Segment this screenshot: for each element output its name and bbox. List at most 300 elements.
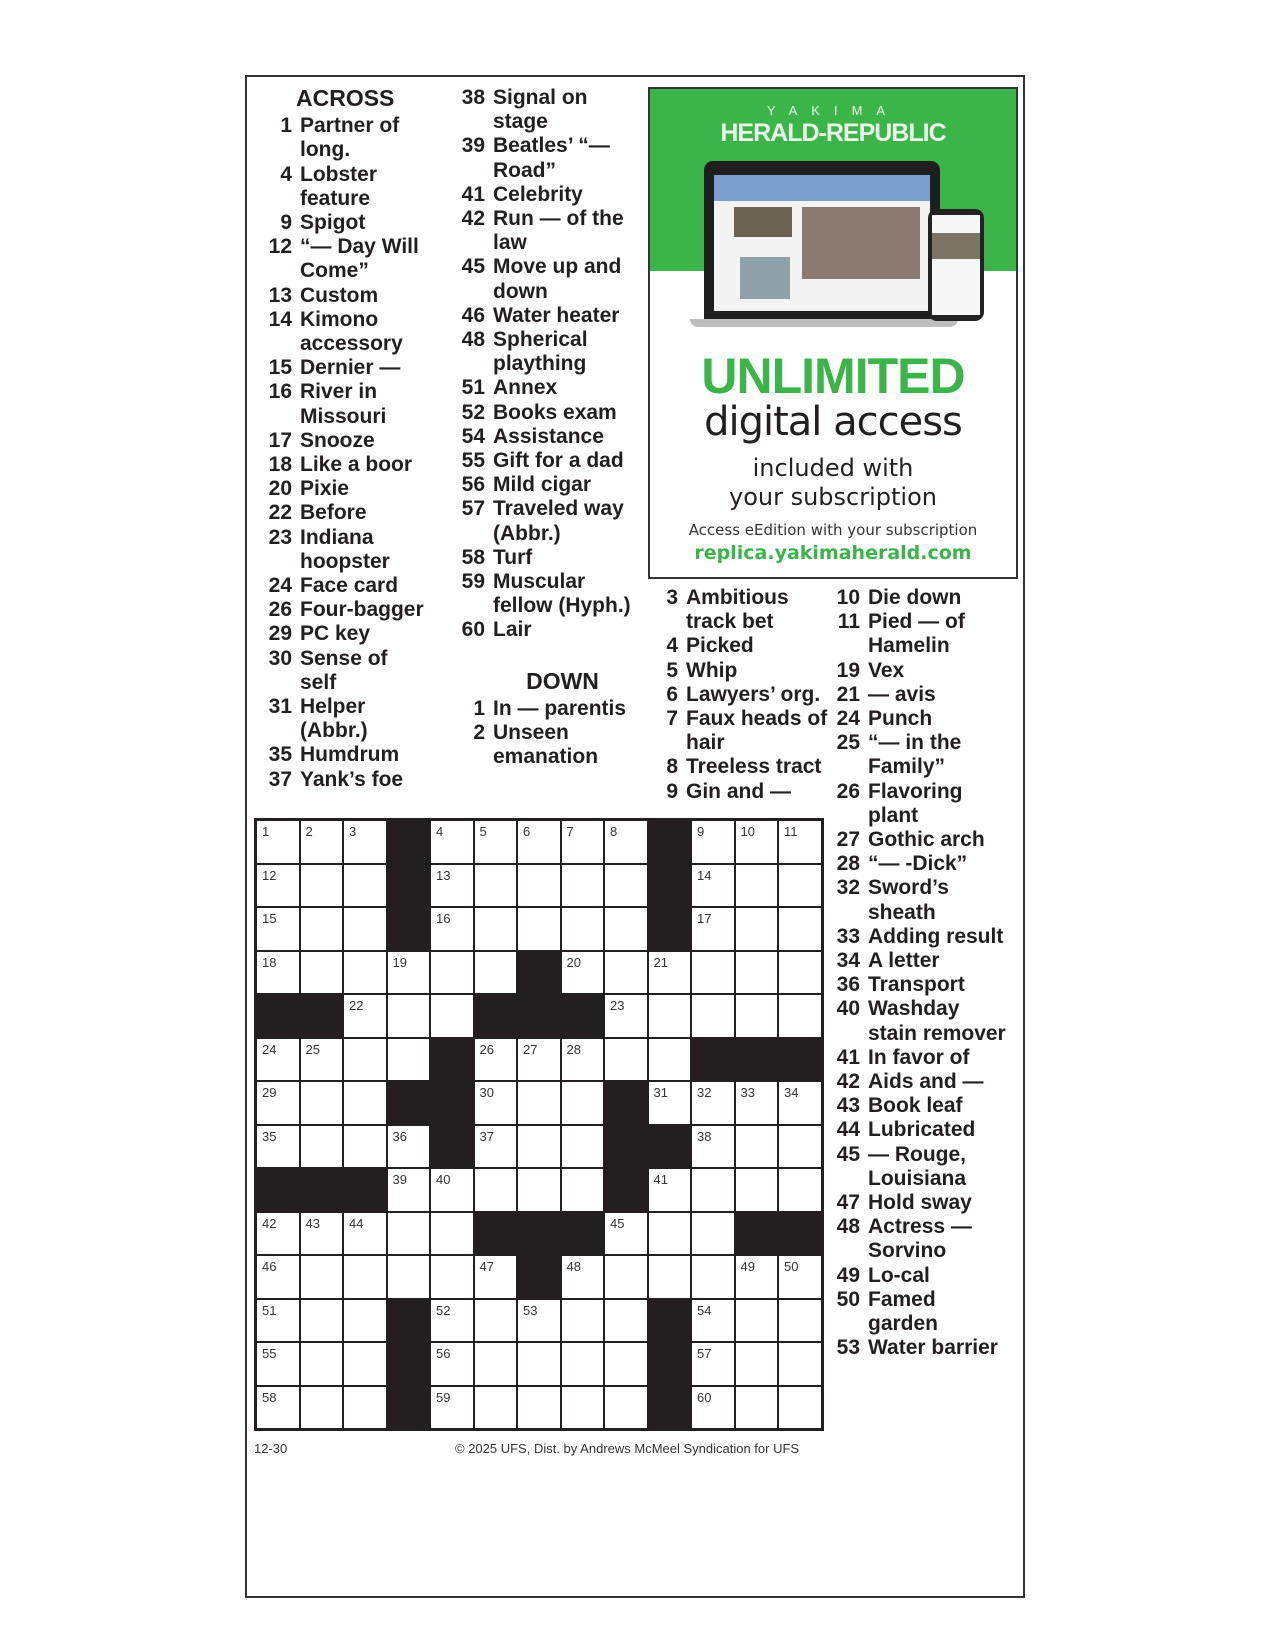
clue-text: Celebrity bbox=[493, 182, 583, 206]
grid-cell[interactable] bbox=[387, 951, 431, 995]
grid-block bbox=[517, 994, 561, 1038]
across-clue bbox=[455, 618, 640, 642]
clue-text: Muscular fellow (Hyph.) bbox=[493, 570, 631, 618]
grid-cell[interactable] bbox=[517, 1081, 561, 1125]
grid-cell[interactable] bbox=[256, 1212, 300, 1256]
across-clue bbox=[262, 647, 427, 695]
across-clue bbox=[455, 376, 640, 400]
grid-cell[interactable] bbox=[300, 1255, 344, 1299]
clue-number: 41 bbox=[836, 1045, 860, 1069]
subscription-ad[interactable] bbox=[648, 87, 1018, 579]
cell-number: 1 bbox=[262, 824, 270, 839]
cell-number: 49 bbox=[740, 1259, 755, 1274]
clue-number: 51 bbox=[461, 376, 485, 400]
grid-cell[interactable] bbox=[300, 1125, 344, 1169]
clue-number: 42 bbox=[836, 1070, 860, 1094]
grid-cell[interactable] bbox=[343, 1038, 387, 1082]
grid-cell[interactable] bbox=[474, 951, 518, 995]
grid-cell[interactable] bbox=[561, 951, 605, 995]
grid-cell[interactable] bbox=[691, 1255, 735, 1299]
across-clue bbox=[262, 235, 427, 283]
clue-text: Partner of long. bbox=[300, 114, 400, 162]
clue-text: Actress — Sorvino bbox=[868, 1215, 972, 1263]
grid-block bbox=[474, 1212, 518, 1256]
grid-cell[interactable] bbox=[648, 1038, 692, 1082]
grid-cell[interactable] bbox=[256, 820, 300, 864]
grid-cell[interactable] bbox=[474, 1342, 518, 1386]
down-clue bbox=[830, 707, 1010, 731]
across-clue bbox=[455, 449, 640, 473]
grid-cell[interactable] bbox=[561, 1125, 605, 1169]
grid-cell[interactable] bbox=[474, 864, 518, 908]
grid-cell[interactable] bbox=[735, 1255, 779, 1299]
grid-cell[interactable] bbox=[561, 1342, 605, 1386]
grid-cell[interactable] bbox=[430, 907, 474, 951]
clue-text: Move up and down bbox=[493, 255, 622, 303]
grid-block bbox=[778, 1212, 822, 1256]
grid-cell[interactable] bbox=[778, 1168, 822, 1212]
grid-cell[interactable] bbox=[517, 1386, 561, 1430]
clue-number: 37 bbox=[268, 767, 292, 791]
grid-cell[interactable] bbox=[474, 1081, 518, 1125]
clue-number: 34 bbox=[836, 949, 860, 973]
cell-number: 41 bbox=[653, 1172, 668, 1187]
down-clue bbox=[830, 1143, 1010, 1191]
across-clue bbox=[262, 284, 427, 308]
grid-cell[interactable] bbox=[735, 1168, 779, 1212]
grid-block bbox=[691, 1038, 735, 1082]
grid-cell[interactable] bbox=[387, 1255, 431, 1299]
grid-cell[interactable] bbox=[604, 907, 648, 951]
grid-cell[interactable] bbox=[561, 1386, 605, 1430]
clue-number: 2 bbox=[473, 721, 485, 745]
clue-number: 3 bbox=[666, 586, 678, 609]
grid-cell[interactable] bbox=[387, 994, 431, 1038]
grid-cell[interactable] bbox=[604, 1255, 648, 1299]
grid-cell[interactable] bbox=[691, 951, 735, 995]
grid-cell[interactable] bbox=[343, 1342, 387, 1386]
grid-cell[interactable] bbox=[604, 820, 648, 864]
ad-url-link[interactable]: replica.yakimaherald.com bbox=[694, 542, 972, 564]
down-clue bbox=[830, 876, 1010, 924]
clue-text: In — parentis bbox=[493, 696, 627, 720]
across-clue bbox=[262, 477, 427, 501]
grid-cell[interactable] bbox=[517, 820, 561, 864]
grid-cell[interactable] bbox=[474, 820, 518, 864]
grid-cell[interactable] bbox=[387, 1125, 431, 1169]
cell-number: 8 bbox=[610, 824, 618, 839]
clue-text: Turf bbox=[493, 545, 533, 569]
cell-number: 3 bbox=[349, 824, 357, 839]
clue-number: 23 bbox=[268, 525, 292, 549]
grid-cell[interactable] bbox=[430, 1168, 474, 1212]
grid-cell[interactable] bbox=[256, 951, 300, 995]
grid-cell[interactable] bbox=[343, 907, 387, 951]
grid-cell[interactable] bbox=[300, 820, 344, 864]
grid-cell[interactable] bbox=[343, 864, 387, 908]
grid-block bbox=[517, 951, 561, 995]
clue-number: 18 bbox=[268, 453, 292, 477]
grid-cell[interactable] bbox=[430, 1342, 474, 1386]
clue-number: 9 bbox=[666, 779, 678, 803]
grid-cell[interactable] bbox=[256, 1255, 300, 1299]
grid-cell[interactable] bbox=[778, 1125, 822, 1169]
grid-cell[interactable] bbox=[430, 1386, 474, 1430]
clue-number: 42 bbox=[461, 207, 485, 231]
clue-text: Hold sway bbox=[868, 1191, 972, 1215]
clue-text: Four-bagger bbox=[300, 598, 424, 622]
grid-cell[interactable] bbox=[691, 994, 735, 1038]
grid-cell[interactable] bbox=[778, 820, 822, 864]
clue-text: Gin and — bbox=[686, 779, 791, 803]
down-clue bbox=[830, 659, 1010, 683]
crossword-grid[interactable] bbox=[254, 818, 824, 1431]
across-clue bbox=[262, 163, 427, 211]
cell-number: 39 bbox=[392, 1172, 407, 1187]
down-clue bbox=[830, 997, 1010, 1045]
clue-number: 14 bbox=[268, 307, 292, 331]
clue-text: Famed garden bbox=[868, 1287, 939, 1336]
cell-number: 34 bbox=[784, 1085, 799, 1100]
grid-cell[interactable] bbox=[343, 820, 387, 864]
down-clue bbox=[830, 1046, 1010, 1070]
grid-cell[interactable] bbox=[430, 951, 474, 995]
across-clue bbox=[262, 598, 427, 622]
clue-number: 17 bbox=[268, 428, 292, 452]
down-clue bbox=[830, 1288, 1010, 1336]
ad-kicker: YAKIMA bbox=[766, 103, 900, 118]
grid-cell[interactable] bbox=[735, 1342, 779, 1386]
clue-number: 9 bbox=[280, 211, 292, 235]
grid-cell[interactable] bbox=[604, 1038, 648, 1082]
grid-cell[interactable] bbox=[691, 1081, 735, 1125]
grid-cell[interactable] bbox=[691, 907, 735, 951]
clue-number: 36 bbox=[836, 973, 860, 997]
clue-text: Picked bbox=[686, 634, 754, 658]
cell-number: 4 bbox=[436, 824, 444, 839]
clue-number: 47 bbox=[836, 1191, 860, 1215]
grid-cell[interactable] bbox=[343, 1299, 387, 1343]
clue-number: 1 bbox=[280, 114, 292, 138]
grid-cell[interactable] bbox=[517, 1168, 561, 1212]
grid-block bbox=[387, 864, 431, 908]
ad-brand-logo: HERALD-REPUBLIC bbox=[720, 119, 946, 147]
grid-cell[interactable] bbox=[300, 1386, 344, 1430]
cell-number: 17 bbox=[697, 911, 712, 926]
grid-cell[interactable] bbox=[300, 1038, 344, 1082]
clue-text: Gift for a dad bbox=[493, 449, 624, 473]
grid-cell[interactable] bbox=[735, 1299, 779, 1343]
cell-number: 7 bbox=[566, 824, 574, 839]
cell-number: 6 bbox=[523, 824, 531, 839]
clue-number: 58 bbox=[461, 545, 485, 569]
grid-cell[interactable] bbox=[343, 994, 387, 1038]
clue-text: Kimono accessory bbox=[300, 307, 403, 356]
grid-cell[interactable] bbox=[648, 1168, 692, 1212]
grid-block bbox=[604, 1125, 648, 1169]
across-clue bbox=[262, 622, 427, 646]
clue-text: Lo-cal bbox=[868, 1263, 930, 1287]
cell-number: 47 bbox=[479, 1259, 494, 1274]
clue-text: Pied — of Hamelin bbox=[868, 610, 965, 658]
grid-block bbox=[778, 1038, 822, 1082]
grid-cell[interactable] bbox=[300, 1212, 344, 1256]
grid-cell[interactable] bbox=[387, 1168, 431, 1212]
clue-text: Lair bbox=[493, 618, 532, 642]
across-clue bbox=[455, 546, 640, 570]
grid-cell[interactable] bbox=[778, 1386, 822, 1430]
grid-cell[interactable] bbox=[735, 1125, 779, 1169]
clue-text: Sense of self bbox=[300, 646, 388, 694]
cell-number: 60 bbox=[697, 1389, 712, 1405]
grid-cell[interactable] bbox=[691, 1342, 735, 1386]
grid-cell[interactable] bbox=[604, 1342, 648, 1386]
grid-cell[interactable] bbox=[561, 1081, 605, 1125]
clue-text: Yank’s foe bbox=[300, 767, 404, 791]
copyright-notice: © 2025 UFS, Dist. by Andrews McMeel Syndication for UFS bbox=[455, 1441, 800, 1456]
grid-cell[interactable] bbox=[691, 820, 735, 864]
grid-cell[interactable] bbox=[256, 907, 300, 951]
grid-cell[interactable] bbox=[691, 1168, 735, 1212]
grid-cell[interactable] bbox=[343, 1212, 387, 1256]
clue-text: Custom bbox=[300, 283, 379, 307]
clue-number: 10 bbox=[836, 586, 860, 609]
clue-text: Transport bbox=[868, 973, 965, 997]
grid-cell[interactable] bbox=[735, 951, 779, 995]
grid-cell[interactable] bbox=[430, 1255, 474, 1299]
grid-cell[interactable] bbox=[387, 1038, 431, 1082]
grid-cell[interactable] bbox=[387, 1212, 431, 1256]
grid-cell[interactable] bbox=[430, 994, 474, 1038]
clue-text: Aids and — bbox=[868, 1070, 984, 1094]
clue-number: 27 bbox=[836, 828, 860, 852]
grid-cell[interactable] bbox=[256, 1342, 300, 1386]
cell-number: 37 bbox=[479, 1128, 494, 1144]
clue-text: PC key bbox=[300, 622, 371, 646]
grid-cell[interactable] bbox=[430, 1212, 474, 1256]
grid-cell[interactable] bbox=[256, 1038, 300, 1082]
grid-cell[interactable] bbox=[561, 820, 605, 864]
clue-number: 50 bbox=[836, 1287, 860, 1311]
grid-cell[interactable] bbox=[561, 864, 605, 908]
grid-cell[interactable] bbox=[735, 994, 779, 1038]
grid-cell[interactable] bbox=[778, 864, 822, 908]
clue-number: 4 bbox=[280, 162, 292, 186]
grid-cell[interactable] bbox=[778, 994, 822, 1038]
clue-number: 55 bbox=[461, 449, 485, 473]
clue-text: Punch bbox=[868, 707, 933, 731]
down-clue bbox=[830, 780, 1010, 828]
grid-cell[interactable] bbox=[256, 864, 300, 908]
clue-number: 12 bbox=[268, 235, 292, 259]
grid-cell[interactable] bbox=[343, 951, 387, 995]
clue-number: 22 bbox=[268, 501, 292, 525]
grid-cell[interactable] bbox=[561, 1255, 605, 1299]
grid-cell[interactable] bbox=[343, 1125, 387, 1169]
grid-cell[interactable] bbox=[604, 1212, 648, 1256]
grid-cell[interactable] bbox=[778, 1342, 822, 1386]
grid-cell[interactable] bbox=[648, 994, 692, 1038]
across-clue bbox=[455, 134, 640, 182]
clue-number: 46 bbox=[461, 303, 485, 327]
grid-cell[interactable] bbox=[300, 907, 344, 951]
across-clue bbox=[262, 743, 427, 767]
across-clue bbox=[262, 574, 427, 598]
grid-cell[interactable] bbox=[735, 907, 779, 951]
cell-number: 53 bbox=[523, 1302, 538, 1318]
grid-cell[interactable] bbox=[474, 1038, 518, 1082]
grid-cell[interactable] bbox=[300, 864, 344, 908]
grid-cell[interactable] bbox=[474, 1255, 518, 1299]
clue-text: Indiana hoopster bbox=[300, 525, 390, 573]
clue-text: Beatles’ “— Road” bbox=[493, 134, 610, 182]
grid-cell[interactable] bbox=[648, 1081, 692, 1125]
clue-text: River in Missouri bbox=[300, 380, 387, 428]
clue-number: 48 bbox=[836, 1215, 860, 1239]
grid-cell[interactable] bbox=[691, 1299, 735, 1343]
grid-cell[interactable] bbox=[300, 951, 344, 995]
cell-number: 42 bbox=[262, 1215, 277, 1231]
clue-number: 5 bbox=[666, 658, 678, 682]
down-clue bbox=[830, 1215, 1010, 1263]
clue-number: 24 bbox=[836, 707, 860, 731]
grid-cell[interactable] bbox=[778, 951, 822, 995]
grid-cell[interactable] bbox=[561, 1299, 605, 1343]
grid-cell[interactable] bbox=[604, 951, 648, 995]
down-clue bbox=[830, 973, 1010, 997]
grid-block bbox=[604, 1081, 648, 1125]
clue-text: Book leaf bbox=[868, 1094, 963, 1118]
grid-block bbox=[648, 1299, 692, 1343]
across-clue bbox=[455, 328, 640, 376]
grid-block bbox=[561, 994, 605, 1038]
grid-cell[interactable] bbox=[256, 1386, 300, 1430]
grid-cell[interactable] bbox=[691, 1125, 735, 1169]
grid-cell[interactable] bbox=[517, 1125, 561, 1169]
grid-cell[interactable] bbox=[691, 1212, 735, 1256]
cell-number: 2 bbox=[305, 824, 313, 839]
grid-cell[interactable] bbox=[691, 864, 735, 908]
across-clue bbox=[455, 304, 640, 328]
grid-block bbox=[387, 907, 431, 951]
down-clue bbox=[648, 634, 828, 658]
grid-cell[interactable] bbox=[256, 1125, 300, 1169]
grid-cell[interactable] bbox=[517, 907, 561, 951]
grid-cell[interactable] bbox=[256, 1081, 300, 1125]
cell-number: 33 bbox=[740, 1085, 755, 1100]
grid-block bbox=[561, 1212, 605, 1256]
grid-cell[interactable] bbox=[648, 1212, 692, 1256]
ad-included-text bbox=[650, 454, 1016, 512]
down-clue bbox=[830, 852, 1010, 876]
grid-cell[interactable] bbox=[778, 907, 822, 951]
clue-number: 20 bbox=[268, 477, 292, 501]
grid-cell[interactable] bbox=[343, 1081, 387, 1125]
ad-access-text: Access eEdition with your subscription bbox=[688, 521, 978, 539]
clue-text: Lawyers’ org. bbox=[686, 682, 821, 706]
clue-number: 24 bbox=[268, 574, 292, 598]
grid-cell[interactable] bbox=[256, 1299, 300, 1343]
grid-cell[interactable] bbox=[474, 907, 518, 951]
grid-cell[interactable] bbox=[300, 1342, 344, 1386]
grid-cell[interactable] bbox=[474, 1168, 518, 1212]
grid-cell[interactable] bbox=[735, 1081, 779, 1125]
grid-cell[interactable] bbox=[604, 994, 648, 1038]
cell-number: 25 bbox=[305, 1041, 320, 1057]
down-clue bbox=[648, 780, 828, 804]
grid-block bbox=[430, 1081, 474, 1125]
grid-cell[interactable] bbox=[300, 1299, 344, 1343]
grid-block bbox=[300, 1168, 344, 1212]
grid-cell[interactable] bbox=[604, 1386, 648, 1430]
clue-text: Before bbox=[300, 501, 367, 525]
clue-number: 11 bbox=[837, 610, 860, 634]
clue-number: 35 bbox=[268, 743, 292, 767]
across-clue bbox=[455, 255, 640, 303]
clue-number: 26 bbox=[836, 779, 860, 803]
grid-cell[interactable] bbox=[474, 1386, 518, 1430]
grid-cell[interactable] bbox=[604, 1299, 648, 1343]
grid-cell[interactable] bbox=[561, 1168, 605, 1212]
grid-cell[interactable] bbox=[343, 1255, 387, 1299]
across-column-1 bbox=[262, 86, 427, 792]
cell-number: 18 bbox=[262, 954, 277, 970]
grid-cell[interactable] bbox=[343, 1386, 387, 1430]
clue-number: 1 bbox=[473, 696, 485, 720]
grid-block bbox=[735, 1038, 779, 1082]
across-clue bbox=[455, 401, 640, 425]
grid-block bbox=[430, 1125, 474, 1169]
clue-number: 45 bbox=[461, 255, 485, 279]
grid-cell[interactable] bbox=[735, 864, 779, 908]
grid-cell[interactable] bbox=[474, 1299, 518, 1343]
grid-cell[interactable] bbox=[517, 864, 561, 908]
across-clue bbox=[455, 86, 640, 134]
cell-number: 52 bbox=[436, 1302, 451, 1318]
grid-cell[interactable] bbox=[517, 1299, 561, 1343]
clue-number: 57 bbox=[461, 497, 485, 521]
grid-cell[interactable] bbox=[604, 864, 648, 908]
grid-cell[interactable] bbox=[778, 1255, 822, 1299]
clue-number: 16 bbox=[268, 380, 292, 404]
across-clue bbox=[262, 695, 427, 743]
grid-cell[interactable] bbox=[430, 1299, 474, 1343]
grid-cell[interactable] bbox=[561, 1038, 605, 1082]
down-clue bbox=[648, 707, 828, 755]
grid-cell[interactable] bbox=[561, 907, 605, 951]
grid-cell[interactable] bbox=[474, 1125, 518, 1169]
grid-cell[interactable] bbox=[300, 1081, 344, 1125]
down-clue bbox=[830, 683, 1010, 707]
grid-cell[interactable] bbox=[517, 1342, 561, 1386]
grid-cell[interactable] bbox=[517, 1038, 561, 1082]
grid-cell[interactable] bbox=[430, 864, 474, 908]
grid-cell[interactable] bbox=[648, 1255, 692, 1299]
grid-cell[interactable] bbox=[778, 1081, 822, 1125]
clue-text: “— Day Will Come” bbox=[300, 235, 419, 283]
ad-subhead: digital access bbox=[704, 399, 962, 445]
cell-number: 20 bbox=[566, 954, 581, 970]
grid-cell[interactable] bbox=[735, 820, 779, 864]
grid-cell[interactable] bbox=[648, 951, 692, 995]
clue-number: 13 bbox=[268, 283, 292, 307]
grid-cell[interactable] bbox=[778, 1299, 822, 1343]
clue-text: “— -Dick” bbox=[868, 852, 968, 876]
grid-cell[interactable] bbox=[735, 1386, 779, 1430]
grid-cell[interactable] bbox=[430, 820, 474, 864]
clue-text: Flavoring plant bbox=[868, 779, 963, 827]
grid-cell[interactable] bbox=[691, 1386, 735, 1430]
